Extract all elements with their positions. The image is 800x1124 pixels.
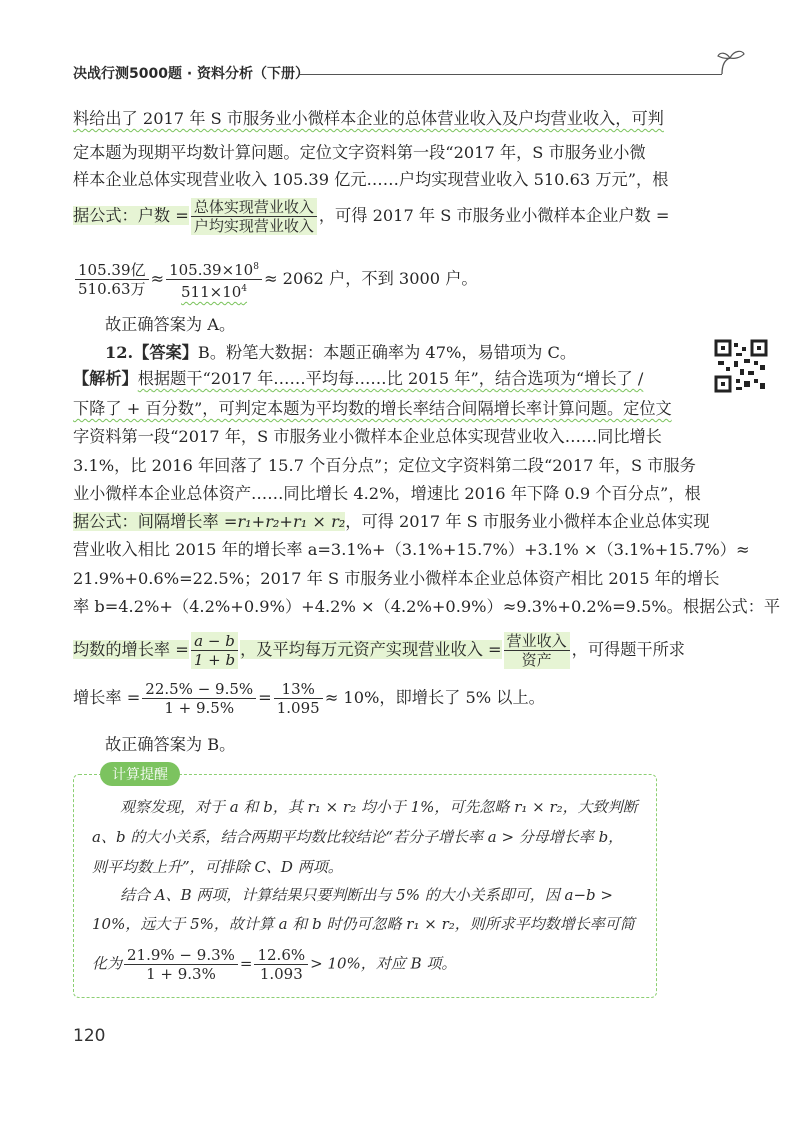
q12-answer: 故正确答案为 B。 — [105, 735, 236, 754]
avg-growth-fraction — [191, 632, 238, 669]
per-asset-label: ，及平均每万元资产实现营业收入 = — [240, 640, 502, 659]
p1-line1-text: 料给出了 2017 年 S 市服务业小微样本企业的总体营业收入及户均营业收入，可判 — [73, 109, 664, 128]
fraction-numerator: 105.39×10 — [169, 261, 254, 279]
q12-line1-text: 根据题干“2017 年……平均每……比 2015 年”，结合选项为“增长了 / — [137, 369, 644, 388]
p1-line5-rest: ≈ 2062 户，不到 3000 户。 — [263, 269, 478, 288]
q12-line11-rest: ≈ 10%，即增长了 5% 以上。 — [324, 688, 545, 707]
exponent: 4 — [241, 284, 248, 294]
fraction-denominator: 1 + 9.3% — [146, 965, 216, 983]
tip-line4: 结合 A、B 两项，计算结果只要判断出与 5% 的大小关系即可，因 a−b > — [120, 886, 613, 904]
analysis-tag: 【解析】 — [73, 369, 138, 388]
fraction-denominator: 1.093 — [259, 965, 303, 983]
growth-rate-label: 增长率 = — [73, 688, 141, 707]
q12-line5: 业小微样本企业总体资产……同比增长 4.2%，增速比 2016 年下降 0.9 个百分点”，根 — [73, 484, 701, 503]
tip-simplify-label: 化为 — [92, 954, 123, 973]
tip-line5: 10%，远大于 5%，故计算 a 和 b 时仍可忽略 r₁ × r₂，则所求平均数增长率可简 — [92, 915, 635, 933]
q12-line6-rest: ，可得 2017 年 S 市服务业小微样本企业总体实现 — [345, 512, 710, 531]
p1-fraction-1 — [75, 261, 149, 298]
equals-sign: = — [258, 688, 272, 707]
p1-formula-label: 据公式：户数 = — [73, 206, 189, 225]
calculation-tip-label: 计算提醒 — [100, 762, 180, 786]
fraction-numerator: 营业收入 — [504, 632, 570, 651]
fraction-numerator: 13% — [274, 680, 323, 699]
sprout-icon — [716, 46, 746, 76]
page-number: 120 — [73, 1026, 106, 1046]
interval-growth-formula: r₁+r₂+r₁ × r₂ — [237, 512, 346, 531]
q12-line10-rest: ，可得题干所求 — [571, 640, 685, 659]
tip-line1: 观察发现，对于 a 和 b，其 r₁ × r₂ 均小于 1%，可先忽略 r₁ × r₂，大致判断 — [120, 798, 638, 816]
q12-line4: 3.1%，比 2016 年回落了 15.7 个百分点”；定位文字资料第二段“2017 年，S 市服务 — [73, 456, 696, 475]
fraction-denominator: 1 + b — [193, 651, 236, 669]
fraction-numerator: a − b — [191, 632, 238, 651]
fraction-denominator: 资产 — [521, 651, 552, 669]
tip-line6-rest: > 10%，对应 B 项。 — [310, 954, 457, 973]
fraction-numerator: 总体实现营业收入 — [191, 198, 317, 217]
q12-line1 — [73, 362, 643, 396]
approx-sign: ≈ — [150, 269, 165, 288]
q12-line7: 营业收入相比 2015 年的增长率 a=3.1%+（3.1%+15.7%）+3.1% ×（3.1%+15.7%）≈ — [73, 540, 750, 559]
growth-fraction-1 — [142, 680, 256, 717]
q12-line10 — [73, 632, 685, 669]
tip-fraction-1 — [124, 946, 238, 983]
running-header-title: 决战行测5000题 · 资料分析（下册） — [73, 66, 310, 82]
fraction-denominator: 户均实现营业收入 — [193, 217, 314, 235]
p1-line4-rest: ，可得 2017 年 S 市服务业小微样本企业户数 = — [318, 206, 670, 225]
tip-line3: 则平均数上升”，可排除 C、D 两项。 — [92, 858, 343, 876]
p1-households-fraction — [191, 198, 317, 235]
tip-line6 — [92, 946, 456, 983]
fraction-numerator: 22.5% − 9.5% — [142, 680, 256, 699]
growth-fraction-2 — [274, 680, 323, 717]
p1-line2: 定本题为现期平均数计算问题。定位文字资料第一段“2017 年，S 市服务业小微 — [73, 143, 646, 162]
fraction-denominator: 1 + 9.5% — [164, 699, 235, 717]
revenue-asset-fraction — [504, 632, 570, 669]
fraction-numerator: 12.6% — [254, 946, 308, 965]
answer-text: B。粉笔大数据：本题正确率为 47%，易错项为 C。 — [197, 343, 577, 362]
qr-code-icon[interactable] — [714, 339, 768, 393]
fraction-denominator: 510.63万 — [78, 280, 146, 298]
p1-line3: 样本企业总体实现营业收入 105.39 亿元……户均实现营业收入 510.63 万元”，根 — [73, 170, 669, 189]
equals-sign: = — [239, 954, 253, 973]
p1-line4 — [73, 198, 669, 235]
q12-line3: 字资料第一段“2017 年，S 市服务业小微样本企业总体实现营业收入……同比增长 — [73, 427, 662, 446]
fraction-numerator: 21.9% − 9.3% — [124, 946, 238, 965]
p1-line5 — [73, 258, 478, 301]
tip-line2: a、b 的大小关系，结合两期平均数比较结论“若分子增长率 a > 分母增长率 b， — [92, 828, 624, 846]
q12-line9: 率 b=4.2%+（4.2%+0.9%）+4.2% ×（4.2%+0.9%）≈9.3%+0.2%=9.5%。根据公式：平 — [73, 597, 781, 616]
p1-line1 — [73, 102, 664, 136]
avg-growth-label: 均数的增长率 = — [73, 640, 189, 659]
fraction-numerator: 105.39亿 — [75, 261, 149, 280]
exponent: 8 — [253, 262, 259, 272]
fraction-denominator: 511×10 — [181, 283, 242, 301]
q12-line2-text: 下降了 + 百分数”，可判定本题为平均数的增长率结合间隔增长率计算问题。定位文 — [73, 399, 672, 418]
p1-answer: 故正确答案为 A。 — [105, 315, 236, 334]
interval-growth-label: 据公式：间隔增长率 = — [73, 512, 238, 531]
answer-tag: 12.【答案】 — [105, 343, 198, 362]
fraction-denominator: 1.095 — [276, 699, 320, 717]
p1-fraction-2 — [166, 258, 262, 301]
q12-line11 — [73, 680, 545, 717]
tip-fraction-2 — [254, 946, 308, 983]
header-rule — [300, 74, 722, 75]
q12-line8: 21.9%+0.6%=22.5%；2017 年 S 市服务业小微样本企业总体资产相比 2015 年的增长 — [73, 569, 720, 588]
